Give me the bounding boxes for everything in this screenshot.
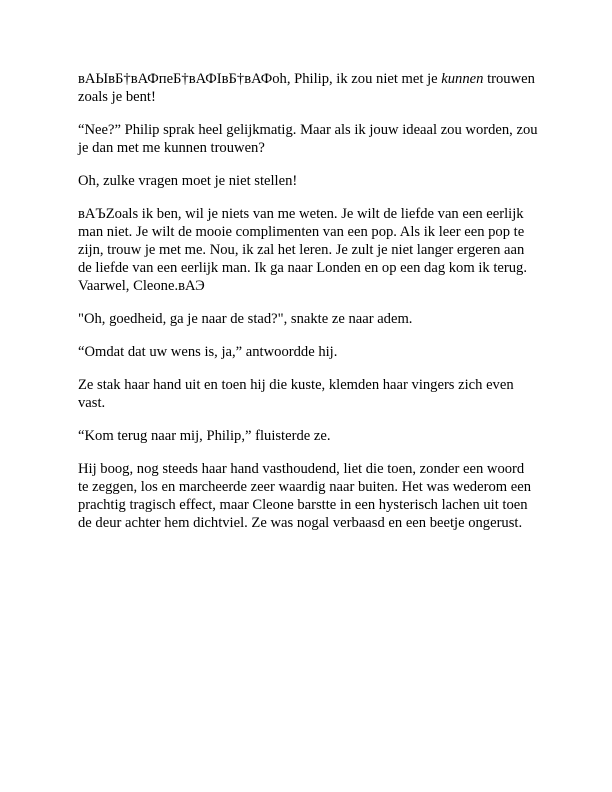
paragraph-1-end: trouwen zoals je bent!	[78, 71, 535, 105]
paragraph-6: “Omdat dat uw wens is, ja,” antwoordde hij.	[78, 344, 338, 360]
paragraph-1	[78, 70, 538, 106]
paragraph-9: Hij boog, nog steeds haar hand vasthoudend, liet die toen, zonder een woord te zeggen, los en marcheerde zeer waardig naar buiten. Het was wederom een prachtig tragisch effect, maar Cleone barstte in een hysterisch lachen uit toen de deur achter hem dichtviel. Ze was nogal verbaasd en een beetje ongerust.	[78, 461, 531, 531]
document-page	[78, 70, 538, 547]
paragraph-5: "Oh, goedheid, ga je naar de stad?", snakte ze naar adem.	[78, 311, 413, 327]
paragraph-3: Oh, zulke vragen moet je niet stellen!	[78, 173, 298, 189]
paragraph-1-start: вАЫвБ†вАФпеБ†вАФІвБ†вАФoh, Philip, ik zou niet met je	[78, 71, 442, 87]
paragraph-2: “Nee?” Philip sprak heel gelijkmatig. Maar als ik jouw ideaal zou worden, zou je dan met me kunnen trouwen?	[78, 122, 538, 156]
paragraph-7: Ze stak haar hand uit en toen hij die kuste, klemden haar vingers zich even vast.	[78, 377, 514, 411]
paragraph-8: “Kom terug naar mij, Philip,” fluisterde ze.	[78, 428, 331, 444]
paragraph-1-emphasis: kunnen	[441, 71, 484, 87]
paragraph-4: вАЪZoals ik ben, wil je niets van me weten. Je wilt de liefde van een eerlijk man niet. Je wilt de mooie complimenten van een pop. Als ik leer een pop te zijn, trouw je met me. Nou, ik zal het leren. Je zult je niet langer ergeren aan de liefde van een eerlijk man. Ik ga naar Londen en op een dag kom ik terug. Vaarwel, Cleone.вАЭ	[78, 206, 527, 294]
